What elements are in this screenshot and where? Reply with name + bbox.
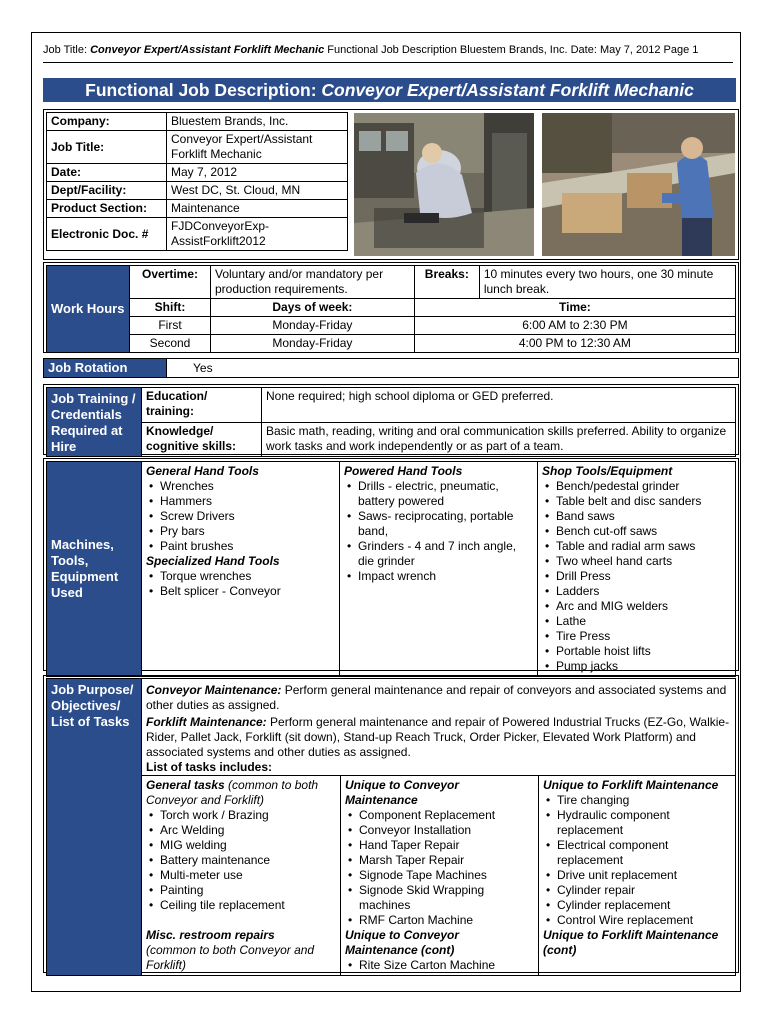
photo-conveyor-worker — [354, 113, 534, 256]
list-item: • Saws- reciprocating, portable band, — [344, 509, 533, 539]
conveyor-maintenance-title: Conveyor Maintenance: — [146, 683, 282, 697]
knowledge-value: Basic math, reading, writing and oral communication skills preferred. Ability to organize work tasks and work independently or as part of a team. — [262, 422, 736, 457]
list-item: • Table belt and disc sanders — [542, 494, 731, 509]
date-value: May 7, 2012 — [167, 164, 348, 182]
list-item: • Lathe — [542, 614, 731, 629]
dept-value: West DC, St. Cloud, MN — [167, 182, 348, 200]
shift-first: First — [130, 317, 211, 335]
days-header: Days of week: — [211, 299, 415, 317]
shop-tools-list — [542, 479, 731, 674]
list-item: • Cylinder replacement — [543, 898, 731, 913]
list-item: • Ceiling tile replacement — [146, 898, 336, 913]
list-item: • Marsh Taper Repair — [345, 853, 534, 868]
machines-block — [43, 458, 739, 671]
electronic-doc-value: FJDConveyorExp-AssistForklift2012 — [167, 218, 348, 251]
conveyor-maintenance-text: Perform general maintenance and repair of conveyors and associated systems and other duties as assigned. — [146, 683, 727, 712]
header-job-title: Conveyor Expert/Assistant Forklift Mechanic — [90, 44, 325, 56]
list-item: • Painting — [146, 883, 336, 898]
knowledge-label: Knowledge/ cognitive skills: — [142, 422, 262, 457]
days-first: Monday-Friday — [211, 317, 415, 335]
misc-restroom-sub: (common to both Conveyor and Forklift) — [146, 943, 315, 972]
list-item: • Tire Press — [542, 629, 731, 644]
list-item: • MIG welding — [146, 838, 336, 853]
training-label: Job Training / Credentials Required at Hire — [47, 388, 142, 457]
forklift-tasks-title: Unique to Forklift Maintenance — [543, 778, 719, 792]
overtime-value: Voluntary and/or mandatory per production requirements. — [211, 266, 415, 299]
list-item: • Portable hoist lifts — [542, 644, 731, 659]
list-item: • Rite Size Carton Machine — [345, 958, 534, 973]
header-rule — [43, 62, 733, 63]
breaks-label: Breaks: — [414, 266, 479, 299]
photo-forklift-worker — [542, 113, 735, 256]
job-title-value: Conveyor Expert/Assistant Forklift Mechanic — [167, 131, 348, 164]
header-rest: Functional Job Description Bluestem Brands, Inc. Date: May 7, 2012 Page 1 — [324, 44, 699, 56]
specialized-hand-tools-list — [146, 569, 335, 599]
powered-hand-tools-list — [344, 479, 533, 584]
general-tasks-column — [142, 776, 341, 976]
forklift-maintenance-text: Perform general maintenance and repair of Powered Industrial Trucks (EZ-Go, Walkie-Rider, Pallet Jack, Forklift (sit down), Stand-up Reach Truck, Order Picker, Elevated Work Platform) and associated systems and other duties as assigned. — [146, 715, 730, 759]
list-item: • Cylinder repair — [543, 883, 731, 898]
list-item: • Control Wire replacement — [543, 913, 731, 928]
list-item: • Screw Drivers — [146, 509, 335, 524]
misc-restroom-title: Misc. restroom repairs — [146, 928, 275, 942]
purpose-table — [46, 678, 736, 976]
powered-tools-column — [340, 462, 538, 677]
job-rotation-label: Job Rotation — [44, 359, 167, 378]
forklift-tasks-list — [543, 793, 731, 928]
tasks-table — [142, 775, 735, 975]
list-of-tasks-title: List of tasks includes: — [146, 760, 273, 774]
list-item: • Drills - electric, pneumatic, battery powered — [344, 479, 533, 509]
education-value: None required; high school diploma or GED preferred. — [262, 388, 736, 423]
shift-second: Second — [130, 335, 211, 353]
training-block — [43, 384, 739, 455]
shop-tools-title: Shop Tools/Equipment — [542, 464, 673, 478]
list-item: • Signode Skid Wrapping machines — [345, 883, 534, 913]
conveyor-tasks-list — [345, 808, 534, 928]
conveyor-tasks-column — [341, 776, 539, 976]
list-item: • Drill Press — [542, 569, 731, 584]
header-prefix: Job Title: — [43, 44, 91, 56]
overtime-label: Overtime: — [130, 266, 211, 299]
shop-tools-column — [538, 462, 736, 677]
days-second: Monday-Friday — [211, 335, 415, 353]
forklift-tasks-cont-title: Unique to Forklift Maintenance (cont) — [543, 928, 719, 957]
list-item: • Bench cut-off saws — [542, 524, 731, 539]
general-tasks-sub: (common to both Conveyor and Forklift) — [146, 778, 319, 807]
list-item: • Hydraulic component replacement — [543, 808, 731, 838]
list-item: • Conveyor Installation — [345, 823, 534, 838]
forklift-tasks-column — [539, 776, 736, 976]
hand-tools-column — [142, 462, 340, 677]
work-hours-label: Work Hours — [47, 266, 130, 353]
powered-hand-tools-title: Powered Hand Tools — [344, 464, 463, 478]
time-second: 4:00 PM to 12:30 AM — [414, 335, 735, 353]
dept-label: Dept/Facility: — [47, 182, 167, 200]
page-header — [43, 44, 733, 56]
general-tasks-list — [146, 808, 336, 913]
machines-label: Machines, Tools, Equipment Used — [47, 462, 142, 677]
company-value: Bluestem Brands, Inc. — [167, 113, 348, 131]
general-hand-tools-title: General Hand Tools — [146, 464, 259, 478]
list-item: • Hand Taper Repair — [345, 838, 534, 853]
conveyor-tasks-cont-title: Unique to Conveyor Maintenance (cont) — [345, 928, 460, 957]
time-first: 6:00 AM to 2:30 PM — [414, 317, 735, 335]
specialized-hand-tools-title: Specialized Hand Tools — [146, 554, 280, 568]
info-block — [43, 109, 739, 260]
purpose-block — [43, 675, 739, 973]
title-banner — [43, 78, 736, 102]
list-item: • Paint brushes — [146, 539, 335, 554]
list-item: • Arc and MIG welders — [542, 599, 731, 614]
work-hours-table — [46, 265, 736, 353]
general-hand-tools-list — [146, 479, 335, 554]
list-item: • Table and radial arm saws — [542, 539, 731, 554]
company-label: Company: — [47, 113, 167, 131]
machines-table — [46, 461, 736, 677]
list-item: • Signode Tape Machines — [345, 868, 534, 883]
list-item: • Torch work / Brazing — [146, 808, 336, 823]
forklift-maintenance-title: Forklift Maintenance: — [146, 715, 267, 729]
education-label: Education/ training: — [142, 388, 262, 423]
list-item: • Drive unit replacement — [543, 868, 731, 883]
list-item: • Torque wrenches — [146, 569, 335, 584]
list-item: • Electrical component replacement — [543, 838, 731, 868]
list-item: • Arc Welding — [146, 823, 336, 838]
banner-prefix: Functional Job Description: — [85, 80, 322, 100]
list-item: • Grinders - 4 and 7 inch angle, die grinder — [344, 539, 533, 569]
time-header: Time: — [414, 299, 735, 317]
list-item: • Wrenches — [146, 479, 335, 494]
list-item: • Battery maintenance — [146, 853, 336, 868]
job-title-label: Job Title: — [47, 131, 167, 164]
conveyor-tasks-title: Unique to Conveyor Maintenance — [345, 778, 460, 807]
info-table — [46, 112, 348, 251]
product-section-value: Maintenance — [167, 200, 348, 218]
shift-header: Shift: — [130, 299, 211, 317]
forklift-maintenance-paragraph — [142, 713, 735, 760]
list-item: • Tire changing — [543, 793, 731, 808]
work-hours-block — [43, 262, 739, 353]
list-item: • Bench/pedestal grinder — [542, 479, 731, 494]
product-section-label: Product Section: — [47, 200, 167, 218]
list-item: • Band saws — [542, 509, 731, 524]
training-table — [46, 387, 736, 457]
list-item: • Impact wrench — [344, 569, 533, 584]
list-item: • RMF Carton Machine — [345, 913, 534, 928]
list-item: • Multi-meter use — [146, 868, 336, 883]
list-item: • Pump jacks — [542, 659, 731, 674]
banner-title: Conveyor Expert/Assistant Forklift Mechanic — [321, 80, 694, 100]
job-rotation-value: Yes — [189, 359, 739, 378]
list-item: • Hammers — [146, 494, 335, 509]
list-item: • Belt splicer - Conveyor — [146, 584, 335, 599]
list-item: • Two wheel hand carts — [542, 554, 731, 569]
purpose-label: Job Purpose/ Objectives/ List of Tasks — [47, 679, 142, 976]
general-tasks-title: General tasks — [146, 778, 225, 792]
list-item: • Ladders — [542, 584, 731, 599]
conveyor-maintenance-paragraph — [142, 681, 735, 713]
breaks-value: 10 minutes every two hours, one 30 minute lunch break. — [479, 266, 735, 299]
conveyor-tasks-cont-list — [345, 958, 534, 973]
date-label: Date: — [47, 164, 167, 182]
list-item: • Component Replacement — [345, 808, 534, 823]
list-item: • Pry bars — [146, 524, 335, 539]
general-tasks-heading — [146, 778, 336, 808]
electronic-doc-label: Electronic Doc. # — [47, 218, 167, 251]
job-rotation-table — [43, 358, 739, 378]
purpose-content — [142, 679, 736, 976]
